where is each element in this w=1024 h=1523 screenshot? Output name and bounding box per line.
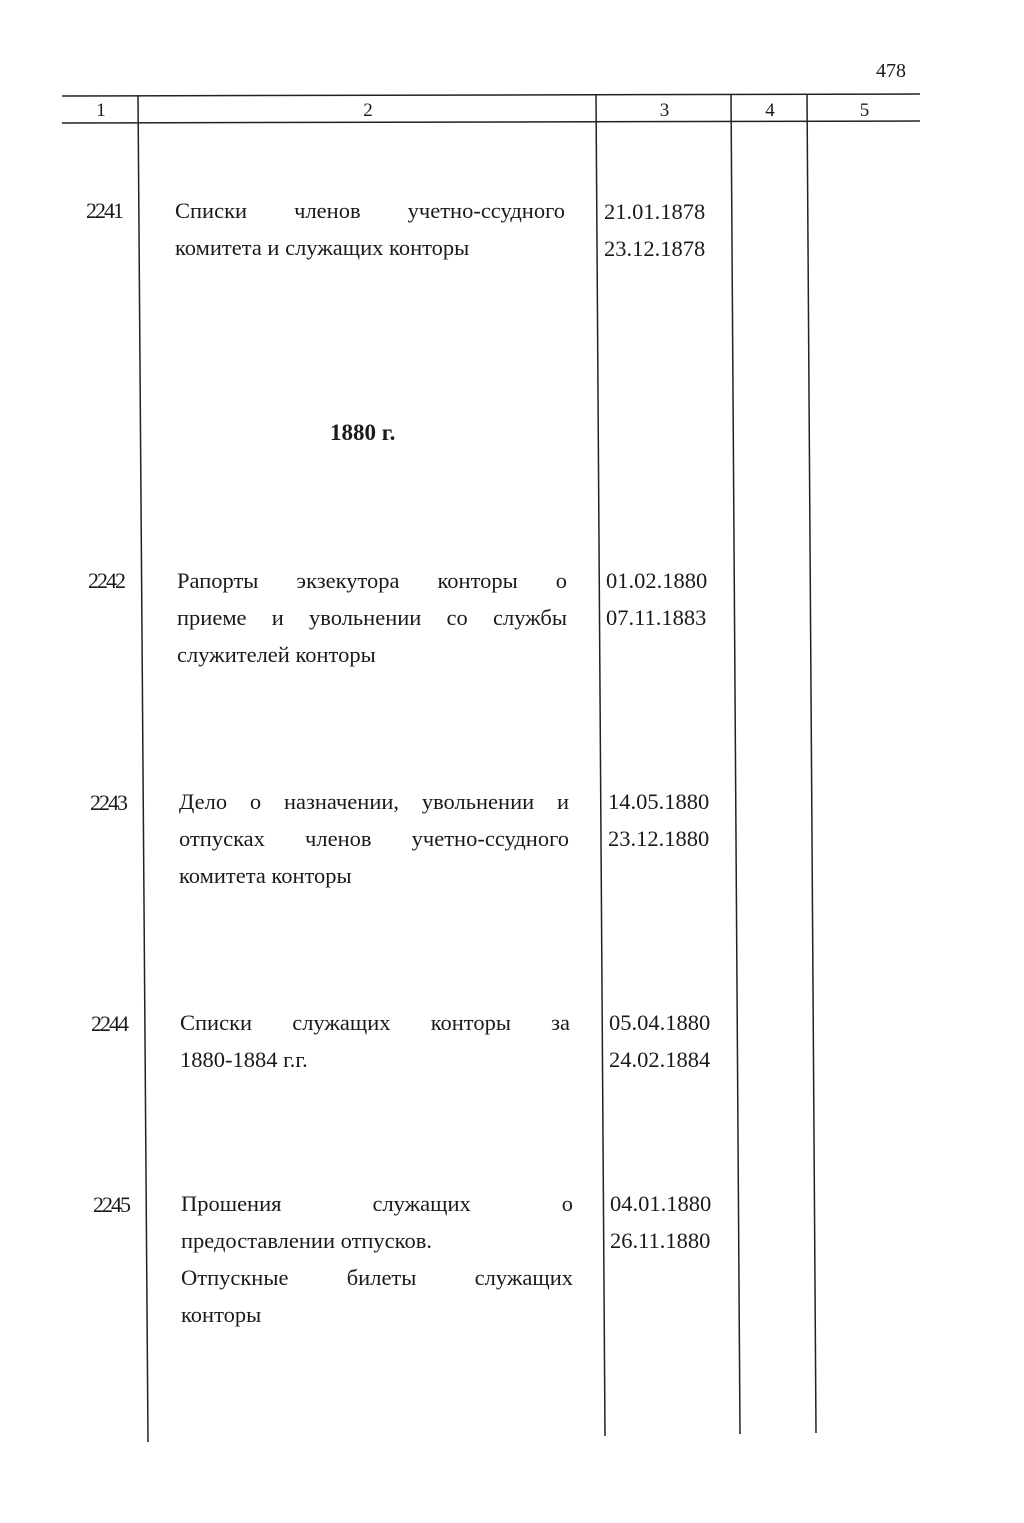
header-col-4: 4 [765,100,775,121]
section-heading-year: 1880 г. [330,420,396,445]
header-col-1: 1 [96,100,106,121]
header-col-2: 2 [363,100,373,121]
header-col-3: 3 [659,100,670,121]
row-id: 2243 [90,790,126,815]
row-id: 2241 [86,198,122,223]
row-description: Списки членов учетно-ссудного комитета и служащих конторы [175,198,565,260]
row-description: Списки служащих конторы за 1880-1884 г.г. [180,1010,570,1072]
row-id: 2245 [93,1192,129,1217]
row-dates: 05.04.1880 24.02.1884 [609,1010,711,1072]
row-description: Рапорты экзекутора конторы о приеме и увольнении со службы служителей конторы [177,568,567,667]
row-dates: 04.01.1880 26.11.1880 [610,1191,712,1253]
row-dates: 01.02.1880 07.11.1883 [606,568,708,630]
row-dates: 21.01.1878 23.12.1878 [604,199,706,261]
row-description: Дело о назначении, увольнении и отпусках членов учетно-ссудного комитета конторы [179,789,569,888]
header-col-5: 5 [859,100,870,121]
row-id: 2244 [91,1011,127,1036]
page-number: 478 [876,60,906,82]
row-description: Прошения служащих о предоставлении отпусков. Отпускные билеты служащих конторы [181,1191,573,1327]
row-id: 2242 [88,568,124,593]
row-dates: 14.05.1880 23.12.1880 [608,789,710,851]
